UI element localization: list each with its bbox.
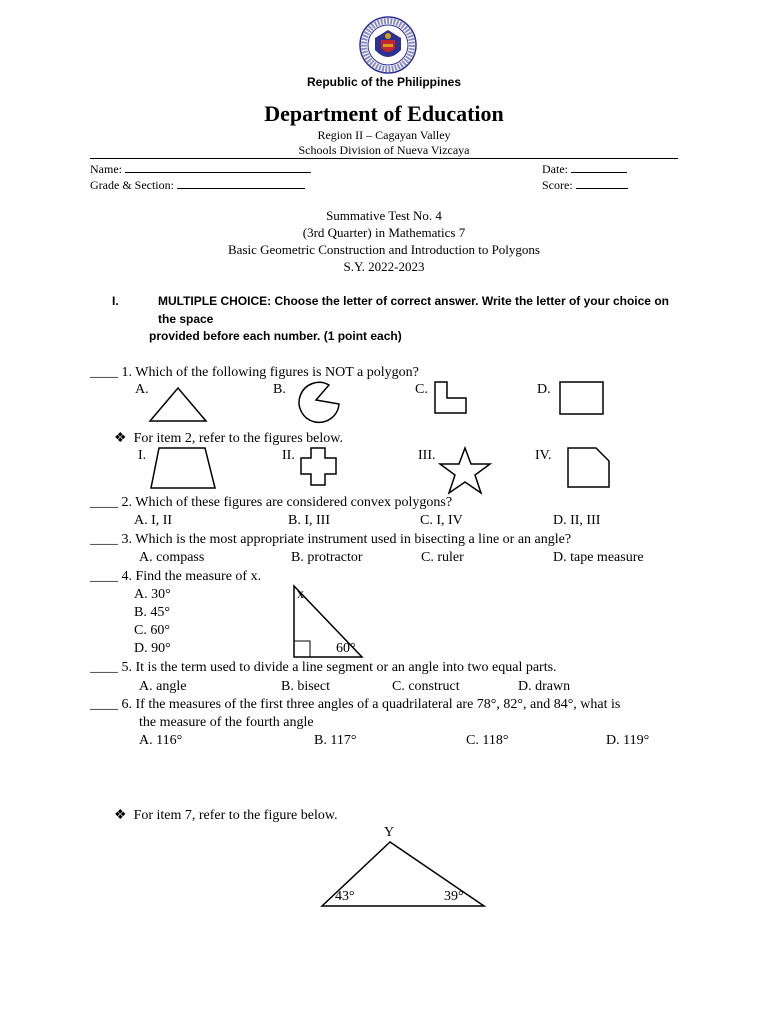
header-divider (90, 158, 678, 159)
angle-x-label: x (297, 587, 304, 602)
q6-choice-b: B. 117° (314, 733, 357, 748)
diamond-bullet-icon: ❖ (114, 808, 127, 823)
q4-choice-c: C. 60° (134, 623, 170, 638)
answer-blank[interactable]: ____ (90, 660, 118, 675)
section-number: I. (112, 294, 119, 308)
q1-label-d: D. (537, 382, 551, 397)
region-label: Region II – Cagayan Valley (317, 128, 451, 142)
q2-choice-b: B. I, III (288, 513, 330, 528)
q4-choice-a: A. 30° (134, 587, 171, 602)
q5-choice-a: A. angle (139, 679, 187, 694)
division-label: Schools Division of Nueva Vizcaya (298, 143, 470, 157)
grade-field[interactable] (90, 177, 305, 193)
score-field[interactable] (542, 177, 628, 193)
score-blank[interactable] (576, 177, 628, 189)
name-label: Name: (90, 162, 122, 176)
q3-choice-c: C. ruler (421, 550, 464, 565)
question-3 (90, 532, 571, 548)
question-1-text: 1. Which of the following figures is NOT a polygon? (121, 365, 419, 380)
fig2-label-iii: III. (418, 448, 436, 463)
q3-choice-d: D. tape measure (553, 550, 644, 565)
q1-label-c: C. (415, 382, 428, 397)
diamond-bullet-icon: ❖ (114, 431, 127, 446)
note-item-2-text: For item 2, refer to the figures below. (133, 431, 343, 446)
question-2-text: 2. Which of these figures are considered convex polygons? (121, 495, 453, 510)
question-5 (90, 660, 557, 676)
test-title-line3: Basic Geometric Construction and Introduction to Polygons (228, 242, 540, 257)
section-instruction-b: the space (158, 312, 214, 326)
q3-choice-a: A. compass (139, 550, 205, 565)
name-field[interactable] (90, 161, 311, 177)
q2-choice-a: A. I, II (134, 513, 173, 528)
instruction-text: Choose the letter of correct answer. Write the letter of your choice on (271, 294, 669, 308)
note-item-7-text: For item 7, refer to the figure below. (133, 808, 338, 823)
q2-choice-d: D. II, III (553, 513, 601, 528)
question-1 (90, 365, 419, 381)
fig2-label-i: I. (138, 448, 147, 463)
rectangle-figure (558, 380, 606, 416)
question-3-text: 3. Which is the most appropriate instrument used in bisecting a line or an angle? (121, 532, 572, 547)
q1-label-a: A. (135, 382, 149, 397)
question-4-text: 4. Find the measure of x. (121, 569, 262, 584)
star-figure (438, 446, 494, 498)
question-5-text: 5. It is the term used to divide a line segment or an angle into two equal parts. (121, 660, 557, 675)
angle-43-label: 43° (335, 889, 355, 904)
angle-60-label: 60° (336, 641, 356, 656)
vertex-y-label: Y (384, 825, 395, 840)
note-item-7 (114, 807, 338, 824)
q6-choice-d: D. 119° (606, 733, 650, 748)
question-6-text-b: the measure of the fourth angle (139, 715, 314, 730)
school-year: S.Y. 2022-2023 (343, 259, 425, 274)
fig2-label-ii: II. (282, 448, 295, 463)
note-item-2 (114, 430, 343, 447)
grade-label: Grade & Section: (90, 178, 174, 192)
section-instruction-a (158, 294, 669, 308)
test-title-line1: Summative Test No. 4 (326, 208, 442, 223)
q5-choice-d: D. drawn (518, 679, 571, 694)
q5-choice-b: B. bisect (281, 679, 330, 694)
fig2-label-iv: IV. (535, 448, 552, 463)
cross-figure (299, 446, 339, 488)
q4-choice-b: B. 45° (134, 605, 170, 620)
question-2 (90, 495, 452, 511)
department-title: Department of Education (264, 101, 504, 126)
date-label: Date: (542, 162, 568, 176)
answer-blank[interactable]: ____ (90, 532, 118, 547)
q2-choice-c: C. I, IV (420, 513, 463, 528)
republic-label: Republic of the Philippines (306, 75, 461, 89)
pacman-circle-figure (295, 380, 347, 422)
date-blank[interactable] (571, 161, 627, 173)
q6-choice-a: A. 116° (139, 733, 183, 748)
answer-blank[interactable]: ____ (90, 569, 118, 584)
question-4 (90, 569, 261, 585)
q4-choice-d: D. 90° (134, 641, 171, 656)
answer-blank[interactable]: ____ (90, 495, 118, 510)
score-label: Score: (542, 178, 573, 192)
angle-39-label: 39° (444, 889, 464, 904)
q1-label-b: B. (273, 382, 286, 397)
answer-blank[interactable]: ____ (90, 365, 118, 380)
answer-blank[interactable]: ____ (90, 697, 118, 712)
l-shape-figure (433, 380, 469, 416)
q3-choice-b: B. protractor (291, 550, 363, 565)
deped-seal-logo (359, 16, 417, 74)
trapezoid-figure (149, 446, 217, 490)
grade-blank[interactable] (177, 177, 305, 189)
question-6-text-a: 6. If the measures of the first three angles of a quadrilateral are 78°, 82°, and 84°, what is (121, 697, 621, 712)
triangle-figure (148, 386, 210, 424)
q6-choice-c: C. 118° (466, 733, 509, 748)
question-6 (90, 697, 620, 713)
name-blank[interactable] (125, 161, 311, 173)
test-title-line2: (3rd Quarter) in Mathematics 7 (302, 225, 466, 240)
date-field[interactable] (542, 161, 627, 177)
section-heading: MULTIPLE CHOICE: (158, 294, 272, 308)
q5-choice-c: C. construct (392, 679, 460, 694)
section-instruction-c: provided before each number. (1 point each) (149, 329, 402, 343)
cut-corner-square-figure (566, 446, 612, 490)
